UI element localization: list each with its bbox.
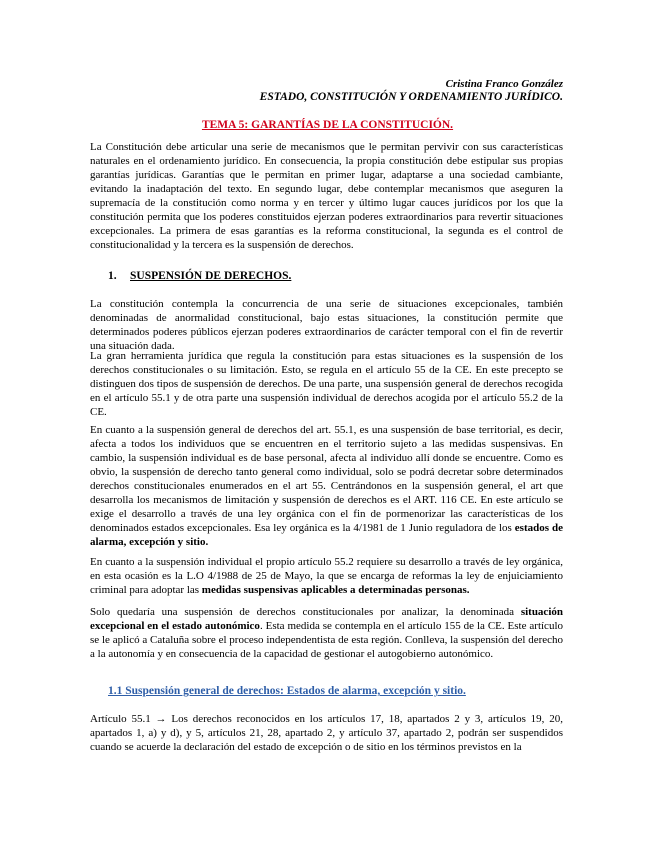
paragraph-5-bold: situación excepcional en el estado autonómico xyxy=(90,606,563,632)
paragraph-1-text: La constitución contempla la concurrencia de una serie de situaciones excepcionales, también denominadas de anormalidad constitucional, bajo estas situaciones, la constitución permite que determinados poderes públicos ejerzan poderes extraordinarios de carácter temporal con el fin de revertir una situación dada. xyxy=(90,298,563,352)
paragraph-3-bold: estados de alarma, excepción y sitio. xyxy=(90,522,564,548)
section-number: 1. xyxy=(108,270,117,282)
document-title: ESTADO, CONSTITUCIÓN Y ORDENAMIENTO JURÍDICO. xyxy=(259,91,563,103)
paragraph-3-text xyxy=(90,423,563,549)
paragraph-4-body: En cuanto a la suspensión individual el propio artículo 55.2 requiere su desarrollo a través de ley orgánica, en esta ocasión es la L.O 4/1988 de 25 de Mayo, la que se encarga de reformas la ley de enjuiciamiento criminal para adoptar las xyxy=(90,556,563,596)
paragraph-5-body-start: Solo quedaría una suspensión de derechos constitucionales por analizar, la denominada xyxy=(90,606,521,618)
section-title: SUSPENSIÓN DE DERECHOS. xyxy=(130,270,292,282)
topic-heading: TEMA 5: GARANTÍAS DE LA CONSTITUCIÓN. xyxy=(201,119,454,131)
paragraph-5-text xyxy=(90,605,563,661)
section-heading-1 xyxy=(108,269,291,283)
subsection-heading-1-1: 1.1 Suspensión general de derechos: Estados de alarma, excepción y sitio. xyxy=(108,685,466,697)
intro-text: La Constitución debe articular una serie de mecanismos que le permitan pervivir con sus características naturales en el ordenamiento jurídico. En consecuencia, la propia constitución debe estipular sus propias garantías jurídicas. Garantías que le permitan en primer lugar, adaptarse a una sociedad cambiante, evitando la inadaptación del texto. En segundo lugar, debe contemplar mecanismos que aseguren la supremacía de la constitución como norma y en tercer y último lugar cauces jurídicos por los que la constitución permita que los poderes constituidos ejerzan poderes extraordinarios para revertir situaciones excepcionales. La primera de esas garantías es la reforma constitucional, la segunda es el control de constitucionalidad y la tercera es la suspensión de derechos. xyxy=(90,141,563,251)
author-name: Cristina Franco González xyxy=(445,78,563,90)
paragraph-4-bold: medidas suspensivas aplicables a determinadas personas. xyxy=(201,584,470,596)
intro-paragraph xyxy=(90,140,563,252)
paragraph-1 xyxy=(90,297,563,353)
paragraph-3 xyxy=(90,423,563,549)
paragraph-3-body: En cuanto a la suspensión general de derechos del art. 55.1, es una suspensión de base territorial, es decir, afecta a todos los individuos que se encuentren en el territorio sujeto a las medidas suspensivas. En cambio, la suspensión individual es de base personal, afecta al individuo allí donde se encuentre. Como es obvio, la suspensión de derecho tanto general como individual, solo se podrá decretar sobre determinados derechos constitucionales enumerados en el art 55. Centrándonos en la suspensión general, el art que desarrolla los mecanismos de limitación y suspensión de derechos es el ART. 116 CE. En este artículo se exige el desarrollo a través de una ley orgánica con el fin de pormenorizar las características de los denominados estados excepcionales. Esa ley orgánica es la 4/1981 de 1 Junio reguladora de los xyxy=(90,424,563,534)
paragraph-6 xyxy=(90,712,563,754)
paragraph-6-text: Artículo 55.1 → Los derechos reconocidos en los artículos 17, 18, apartados 2 y 3, artículos 19, 20, apartados 1, a) y d), y 5, artículos 21, 28, apartado 2, y artículo 37, apartado 2, podrán ser suspendidos cuando se acuerde la declaración del estado de excepción o de sitio en los términos previstos en la xyxy=(90,713,563,753)
paragraph-5-body-end: . Esta medida se contempla en el artículo 155 de la CE. Este artículo se le aplicó a Cataluña sobre el proceso independentista de esta región. Conlleva, la suspensión del derecho a la autonomía y en consecuencia de la capacidad de gestionar el autogobierno autonómico. xyxy=(90,620,563,660)
paragraph-4-text xyxy=(90,555,563,597)
paragraph-4 xyxy=(90,555,563,597)
paragraph-2-text: La gran herramienta jurídica que regula la constitución para estas situaciones es la suspensión de los derechos constitucionales o su limitación. Esto, se regula en el artículo 55 de la CE. En este precepto se distinguen dos tipos de suspensión de derechos. De una parte, una suspensión general de derechos recogida en el artículo 55.1 y de otra parte una suspensión individual de derechos acogida por el artículo 55.2 de la CE. xyxy=(90,350,563,418)
paragraph-2 xyxy=(90,349,563,419)
paragraph-5 xyxy=(90,605,563,661)
